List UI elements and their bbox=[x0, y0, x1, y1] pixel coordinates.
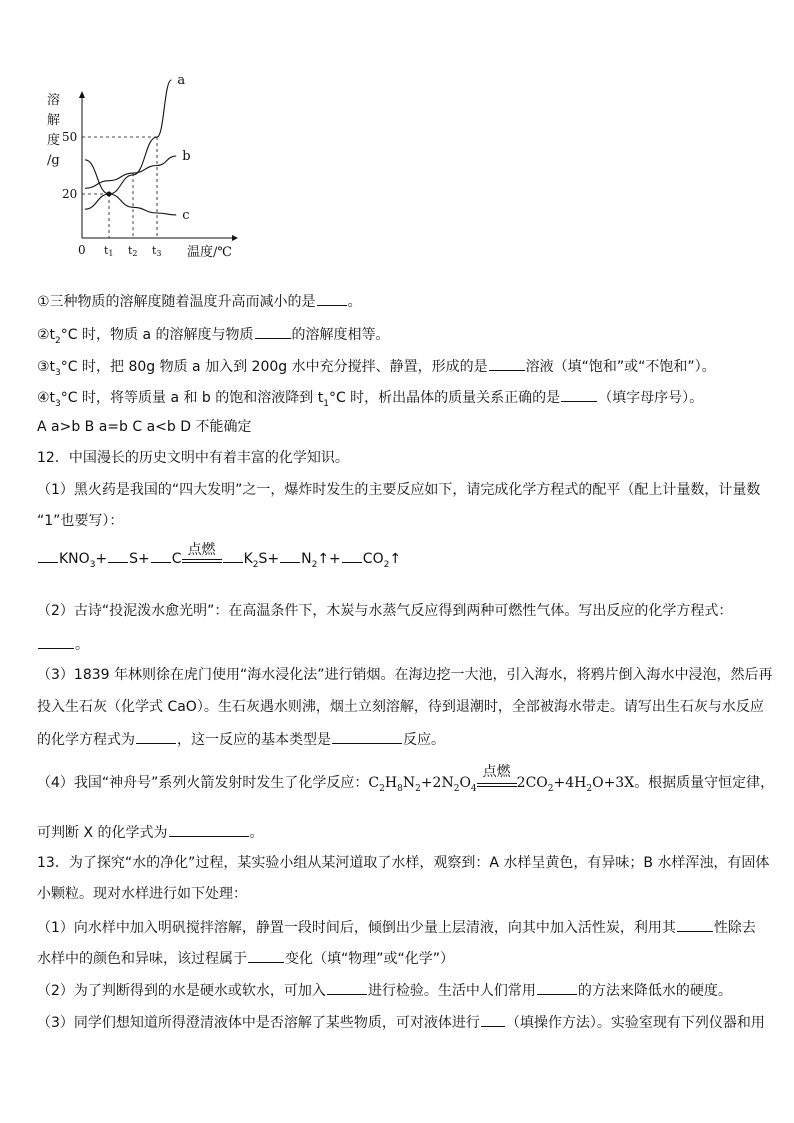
question-text: 变化（填“物理”或“化学”） bbox=[285, 951, 455, 967]
question-12-4-line2 bbox=[37, 822, 264, 842]
formula: 2CO bbox=[516, 775, 548, 791]
question-12-3-line1: （3）1839 年林则徐在虎门使用“海水浸化法”进行销烟。在海边挖一大池，引入海水，将鸦片倒入海水中浸泡，然后再 bbox=[37, 667, 773, 683]
subscript: 3 bbox=[55, 398, 61, 409]
subscript: 2 bbox=[311, 559, 318, 570]
answer-blank[interactable] bbox=[677, 917, 713, 932]
formula: ↑+ bbox=[317, 551, 341, 567]
question-13-3 bbox=[37, 1012, 765, 1032]
question-12-3-line2: 投入生石灰（化学式 CaO）。生石灰遇水则沸，烟土立刻溶解，待到退潮时，全部被海水带走。请写出生石灰与水反应 bbox=[37, 699, 764, 715]
question-text: 。根据质量守恒定律， bbox=[634, 775, 775, 791]
subscript: 2 bbox=[383, 559, 390, 570]
question-text: ④t bbox=[37, 390, 56, 406]
question-text: 。 bbox=[347, 294, 362, 310]
formula: N bbox=[301, 551, 312, 567]
question-text: 的方法来降低水的硬度。 bbox=[577, 983, 732, 999]
formula: +4H bbox=[553, 775, 587, 791]
subscript: 2 bbox=[55, 335, 61, 346]
subscript: 2 bbox=[547, 783, 554, 794]
question-12-title: 12．中国漫长的历史文明中有着丰富的化学知识。 bbox=[37, 450, 349, 466]
question-text: （填操作方法）。实验室现有下列仪器和用 bbox=[505, 1015, 765, 1031]
question-text: （1）向水样中加入明矾搅拌溶解，静置一段时间后，倾倒出少量上层清液，向其中加入活性炭，利用其 bbox=[37, 920, 676, 936]
y-axis-label: 溶 bbox=[47, 93, 61, 108]
question-12-3-line3 bbox=[37, 729, 445, 749]
question-text: 。 bbox=[75, 637, 89, 653]
question-12-1-line1: （1）黑火药是我国的“四大发明”之一，爆炸时发生的主要反应如下，请完成化学方程式的配平（配上计量数，计量数 bbox=[37, 482, 761, 498]
coefficient-blank[interactable] bbox=[38, 548, 58, 563]
question-text: ①三种物质的溶解度随着温度升高而减小的是 bbox=[37, 294, 316, 310]
question-11-3 bbox=[37, 356, 716, 382]
x-axis-label: 温度/℃ bbox=[187, 245, 232, 260]
formula: + bbox=[95, 551, 108, 567]
question-11-4-options: A a>b B a=b C a<b D 不能确定 bbox=[37, 419, 252, 435]
equal-sign bbox=[477, 783, 517, 787]
question-text: 性除去 bbox=[713, 920, 756, 936]
subscript: 2 bbox=[586, 783, 593, 794]
condition-text: 点燃 bbox=[187, 542, 216, 558]
formula: O bbox=[459, 775, 471, 791]
question-13-1-line1 bbox=[37, 917, 756, 937]
coefficient-blank[interactable] bbox=[342, 548, 362, 563]
question-text: °C 时，把 80g 物质 a 加入到 200g 水中充分搅拌、静置，形成的是 bbox=[60, 359, 488, 375]
y-axis-label: /g bbox=[47, 153, 60, 168]
subscript: 2 bbox=[453, 783, 460, 794]
formula: O+3X bbox=[592, 775, 635, 791]
condition-text: 点燃 bbox=[482, 764, 511, 780]
formula: +2N bbox=[420, 775, 454, 791]
intersection-point bbox=[107, 192, 112, 197]
question-12-2-line1: （2）古诗“投泥泼水愈光明”：在高温条件下，木炭与水蒸气反应得到两种可燃性气体。写出反应的化学方程式： bbox=[37, 603, 733, 619]
series-label-c: c bbox=[182, 207, 190, 223]
y-axis-label: 度 bbox=[47, 133, 61, 148]
subscript: 2 bbox=[252, 559, 259, 570]
series-curve-c bbox=[85, 160, 176, 215]
question-text: 溶液（填“饱和”或“不饱和”）。 bbox=[525, 359, 716, 375]
question-12-2-line2 bbox=[37, 634, 89, 654]
series-curve-a bbox=[85, 80, 171, 209]
coefficient-blank[interactable] bbox=[108, 548, 128, 563]
question-text: 。 bbox=[249, 825, 264, 841]
question-11-2 bbox=[37, 324, 390, 350]
question-text: 反应。 bbox=[403, 732, 445, 748]
question-13-1-line2 bbox=[37, 948, 454, 968]
question-text: 水样中的颜色和异味，该过程属于 bbox=[37, 951, 247, 967]
solubility-chart bbox=[37, 73, 297, 263]
chart-labels bbox=[47, 73, 232, 260]
chart-series-group bbox=[85, 80, 176, 215]
series-label-a: a bbox=[177, 73, 186, 88]
subscript: 3 bbox=[89, 559, 96, 570]
y-axis-label: 解 bbox=[47, 113, 61, 128]
coefficient-blank[interactable] bbox=[223, 548, 243, 563]
rocket-equation bbox=[368, 764, 635, 794]
question-text: （3）同学们想知道所得澄清液体中是否溶解了某些物质，可对液体进行 bbox=[37, 1015, 480, 1031]
question-text: （4）我国“神舟号”系列火箭发射时发生了化学反应： bbox=[37, 775, 369, 791]
x-axis-arrow bbox=[232, 235, 238, 241]
reaction-condition bbox=[182, 542, 222, 563]
question-text: °C 时，物质 a 的溶解度与物质 bbox=[60, 327, 254, 343]
question-11-4 bbox=[37, 387, 703, 413]
y-tick-label: 50 bbox=[62, 130, 78, 144]
formula: S+ bbox=[258, 551, 280, 567]
question-12-4-line1 bbox=[37, 764, 775, 798]
origin-label: 0 bbox=[78, 243, 86, 257]
answer-blank[interactable] bbox=[481, 1012, 505, 1027]
equal-sign bbox=[182, 559, 222, 563]
answer-blank[interactable] bbox=[169, 822, 249, 837]
coefficient-blank[interactable] bbox=[280, 548, 300, 563]
subscript: 3 bbox=[55, 367, 61, 378]
x-tick-label: t2 bbox=[128, 244, 138, 258]
reaction-condition bbox=[477, 764, 517, 787]
question-text: ②t bbox=[37, 327, 56, 343]
x-tick-label: t1 bbox=[104, 244, 114, 258]
y-tick-label: 20 bbox=[62, 187, 78, 201]
formula: C bbox=[368, 775, 380, 791]
formula: C bbox=[171, 551, 182, 567]
answer-blank[interactable] bbox=[561, 387, 597, 402]
answer-blank[interactable] bbox=[248, 948, 284, 963]
formula: H bbox=[384, 775, 398, 791]
y-axis-arrow bbox=[79, 91, 85, 98]
series-label-b: b bbox=[182, 149, 191, 164]
question-text: （2）为了判断得到的水是硬水或软水，可加入 bbox=[37, 983, 326, 999]
question-text: ③t bbox=[37, 359, 56, 375]
question-text: 的溶解度相等。 bbox=[291, 327, 390, 343]
answer-blank[interactable] bbox=[327, 980, 367, 995]
question-text: （填字母序号）。 bbox=[598, 390, 704, 406]
series-curve-b bbox=[85, 156, 176, 188]
subscript: 4 bbox=[470, 783, 477, 794]
question-text: 可判断 X 的化学式为 bbox=[37, 825, 168, 841]
question-13-title-line2: 小颗粒。现对水样进行如下处理： bbox=[37, 886, 247, 902]
subscript: 8 bbox=[397, 783, 403, 794]
question-text: ，这一反应的基本类型是 bbox=[177, 732, 331, 748]
formula: CO bbox=[362, 551, 384, 567]
formula: K bbox=[243, 551, 253, 567]
subscript: 1 bbox=[323, 398, 329, 409]
formula: KNO bbox=[59, 551, 90, 567]
formula: ↑ bbox=[389, 551, 402, 567]
question-13-title-line1: 13．为了探究“水的净化”过程，某实验小组从某河道取了水样，观察到：A 水样呈黄色，有异味；B 水样浑浊，有固体 bbox=[37, 855, 770, 871]
answer-blank[interactable] bbox=[136, 729, 176, 744]
answer-blank[interactable] bbox=[38, 634, 74, 649]
subscript: 2 bbox=[379, 783, 385, 794]
answer-blank[interactable] bbox=[537, 980, 577, 995]
subscript: 2 bbox=[415, 783, 421, 794]
gunpowder-equation bbox=[37, 542, 402, 570]
chart-axes bbox=[79, 91, 238, 241]
answer-blank[interactable] bbox=[489, 356, 525, 371]
formula: S+ bbox=[129, 551, 150, 567]
question-11-1 bbox=[37, 291, 362, 311]
answer-blank[interactable] bbox=[255, 324, 291, 339]
question-text: °C 时，析出晶体的质量关系正确的是 bbox=[328, 390, 561, 406]
answer-blank[interactable] bbox=[332, 729, 402, 744]
question-12-1-line2: “1”也要写）： bbox=[37, 513, 124, 529]
question-13-2 bbox=[37, 980, 732, 1000]
x-tick-label: t3 bbox=[152, 244, 162, 258]
coefficient-blank[interactable] bbox=[151, 548, 171, 563]
formula: N bbox=[402, 775, 416, 791]
answer-blank[interactable] bbox=[317, 291, 347, 306]
question-text: 的化学方程式为 bbox=[37, 732, 135, 748]
question-text: °C 时，将等质量 a 和 b 的饱和溶液降到 t bbox=[60, 390, 324, 406]
question-text: 进行检验。生活中人们常用 bbox=[367, 983, 536, 999]
